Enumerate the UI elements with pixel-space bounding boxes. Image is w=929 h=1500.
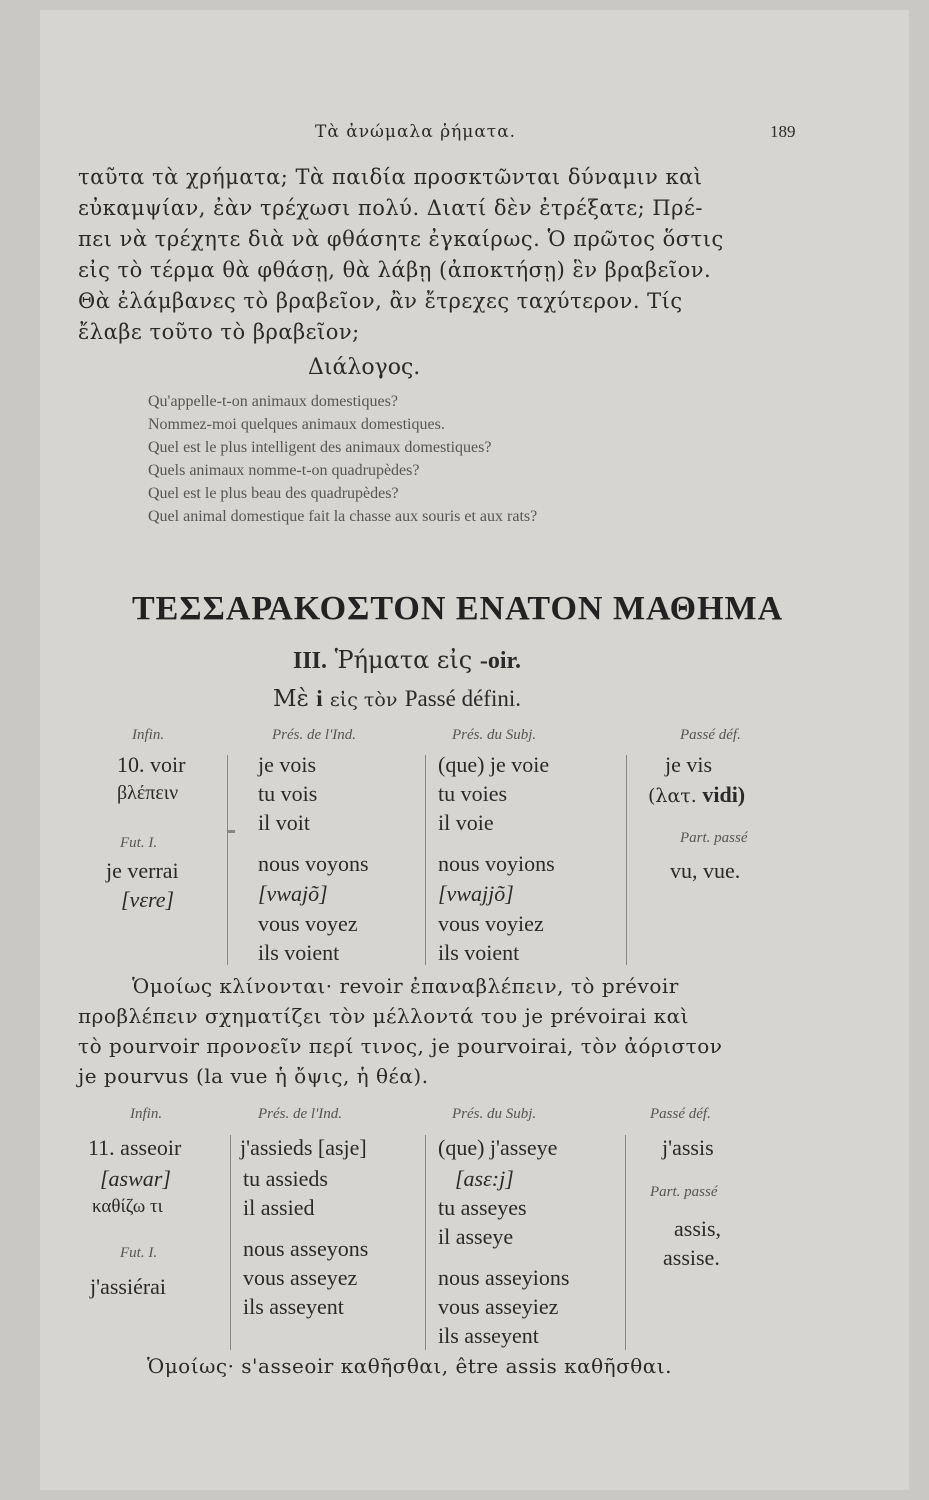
table2-pres-ind-1: j'assieds [asje] bbox=[240, 1135, 367, 1160]
table2-infin: 11. asseoir bbox=[88, 1135, 182, 1160]
passe-lat-word: vidi) bbox=[702, 782, 746, 807]
lesson-subtitle bbox=[293, 646, 521, 675]
table1-pres-ind-4: nous voyons bbox=[258, 851, 369, 876]
subtitle2-suffix: Passé défini. bbox=[404, 686, 521, 711]
subtitle-suffix: -oir. bbox=[479, 648, 521, 674]
table2-pres-subj-1: (que) j'asseye bbox=[438, 1135, 558, 1160]
table2-pres-ind-4: nous asseyons bbox=[243, 1236, 369, 1261]
paragraph-line: πει νὰ τρέχητε διὰ νὰ φθάσητε ἐγκαίρως. Ὁ πρῶτος ὅστις bbox=[78, 227, 724, 251]
table2-infin-greek: καθίζω τι bbox=[92, 1196, 163, 1217]
table1-pres-ind-1: je vois bbox=[258, 752, 317, 777]
table1-infin: 10. voir bbox=[117, 752, 186, 777]
table1-rule-1 bbox=[227, 755, 228, 965]
paragraph-line: εὐκαμψίαν, ἐὰν τρέχωσι πολύ. Διατί δὲν ἐτρέξατε; Πρέ- bbox=[78, 196, 703, 220]
table1-fut-phon: [vεre] bbox=[121, 887, 175, 912]
table2-pres-subj-6: vous asseyiez bbox=[438, 1294, 559, 1319]
table1-pres-ind-6: vous voyez bbox=[258, 911, 358, 936]
paragraph-line: εἰς τὸ τέρμα θὰ φθάσῃ, θὰ λάβῃ (ἀποκτήσῃ) ἓν βραβεῖον. bbox=[78, 258, 712, 282]
table1-part: vu, vue. bbox=[670, 858, 741, 883]
table2-rule-2 bbox=[425, 1135, 426, 1350]
table1-passe-def: je vis bbox=[665, 752, 713, 777]
table1-infin-greek: βλέπειν bbox=[117, 782, 179, 804]
final-line: Ὁμοίως· s'asseoir καθῆσθαι, être assis καθῆσθαι. bbox=[147, 1354, 673, 1378]
table2-header-infin: Infin. bbox=[130, 1106, 163, 1122]
passe-lat-prefix: (λατ. bbox=[648, 785, 697, 807]
table2-pres-subj-4: il asseye bbox=[438, 1224, 514, 1249]
table1-pres-subj-3: il voie bbox=[438, 810, 494, 835]
paragraph-line: Θὰ ἐλάμβανες τὸ βραβεῖον, ἂν ἔτρεχες ταχύτερον. Τίς bbox=[78, 289, 683, 313]
middle-line: Ὁμοίως κλίνονται· revoir ἐπαναβλέπειν, τὸ prévoir bbox=[132, 974, 679, 998]
table1-pres-ind-7: ils voient bbox=[258, 940, 340, 965]
table2-fut-label: Fut. I. bbox=[120, 1245, 158, 1261]
table1-header-passe-def: Passé déf. bbox=[680, 727, 741, 743]
table1-header-pres-subj: Prés. du Subj. bbox=[452, 727, 537, 743]
page-number: 189 bbox=[770, 122, 796, 141]
table1-passe-lat bbox=[648, 782, 745, 808]
table2-header-pres-ind: Prés. de l'Ind. bbox=[258, 1106, 343, 1122]
table2-pres-subj-7: ils asseyent bbox=[438, 1323, 539, 1348]
table1-header-infin: Infin. bbox=[132, 727, 165, 743]
lesson-subtitle-2 bbox=[273, 686, 521, 712]
table1-pres-subj-7: ils voient bbox=[438, 940, 520, 965]
table2-part-label: Part. passé bbox=[650, 1184, 718, 1200]
table1-pres-ind-2: tu vois bbox=[258, 781, 318, 806]
table1-pres-ind-5: [vwajõ] bbox=[258, 881, 328, 906]
table1-pres-subj-4: nous voyions bbox=[438, 851, 555, 876]
dialog-line: Qu'appelle-t-on animaux domestiques? bbox=[148, 393, 398, 410]
middle-line: τὸ pourvoir προνοεῖν περί τινος, je pourvoirai, τὸν ἀόριστον bbox=[78, 1034, 723, 1058]
lesson-title: ΤΕΣΣΑΡΑΚΟΣΤΟΝ ΕΝΑΤΟΝ ΜΑΘΗΜΑ bbox=[132, 590, 784, 627]
dialog-line: Quel est le plus beau des quadrupèdes? bbox=[148, 485, 399, 502]
table2-rule-1 bbox=[230, 1135, 231, 1350]
table1-rule-2 bbox=[425, 755, 426, 965]
paragraph-line: ἔλαβε τοῦτο τὸ βραβεῖον; bbox=[78, 320, 360, 344]
middle-line: je pourvus (la vue ἡ ὄψις, ἡ θέα). bbox=[78, 1064, 429, 1088]
running-header: Τὰ ἀνώμαλα ῥήματα. bbox=[315, 122, 517, 142]
table1-pres-subj-6: vous voyiez bbox=[438, 911, 544, 936]
table1-pres-subj-5: [vwajjõ] bbox=[438, 881, 514, 906]
dialog-title: Διάλογος. bbox=[308, 355, 421, 380]
dialog-line: Quel est le plus intelligent des animaux domestiques? bbox=[148, 439, 492, 456]
table2-header-pres-subj: Prés. du Subj. bbox=[452, 1106, 537, 1122]
dialog-line: Quel animal domestique fait la chasse aux souris et aux rats? bbox=[148, 508, 538, 525]
table2-part-2: assise. bbox=[663, 1245, 720, 1270]
dialog-line: Quels animaux nomme-t-on quadrupèdes? bbox=[148, 462, 420, 479]
dialog-line: Nommez-moi quelques animaux domestiques. bbox=[148, 416, 445, 433]
table1-pres-subj-2: tu voies bbox=[438, 781, 508, 806]
table1-fut-label: Fut. I. bbox=[120, 835, 158, 851]
table2-pres-subj-2: [asε:j] bbox=[455, 1166, 514, 1191]
table1-header-pres-ind: Prés. de l'Ind. bbox=[272, 727, 357, 743]
table1-rule-3 bbox=[626, 755, 627, 965]
table2-infin-phon: [aswar] bbox=[100, 1166, 171, 1191]
subtitle-greek: Ῥήματα εἰς bbox=[334, 646, 473, 674]
subtitle2-i: i bbox=[316, 686, 323, 711]
table2-pres-subj-3: tu asseyes bbox=[438, 1195, 527, 1220]
table2-passe-def: j'assis bbox=[662, 1135, 714, 1160]
table1-pres-subj-1: (que) je voie bbox=[438, 752, 550, 777]
book-page bbox=[40, 10, 909, 1490]
paragraph-line: ταῦτα τὰ χρήματα; Τὰ παιδία προσκτῶνται δύναμιν καὶ bbox=[78, 165, 703, 189]
table2-pres-ind-6: ils asseyent bbox=[243, 1294, 344, 1319]
table1-part-label: Part. passé bbox=[680, 830, 748, 846]
middle-line: προβλέπειν σχηματίζει τὸν μέλλοντά του je prévoirai καὶ bbox=[78, 1004, 689, 1028]
rule-tick bbox=[227, 830, 235, 833]
table2-pres-ind-2: tu assieds bbox=[243, 1166, 328, 1191]
table2-rule-3 bbox=[625, 1135, 626, 1350]
table1-pres-ind-3: il voit bbox=[258, 810, 310, 835]
table2-pres-ind-3: il assied bbox=[243, 1195, 315, 1220]
subtitle2-prefix: Μὲ bbox=[273, 686, 309, 712]
table2-header-passe-def: Passé déf. bbox=[650, 1106, 711, 1122]
table1-fut: je verrai bbox=[106, 858, 179, 883]
table2-pres-subj-5: nous asseyions bbox=[438, 1265, 570, 1290]
table2-part-1: assis, bbox=[674, 1216, 722, 1241]
table2-pres-ind-5: vous asseyez bbox=[243, 1265, 358, 1290]
subtitle-roman: III. bbox=[293, 648, 328, 674]
subtitle2-middle: εἰς τὸν bbox=[329, 689, 398, 711]
table2-fut: j'assiérai bbox=[90, 1274, 167, 1299]
